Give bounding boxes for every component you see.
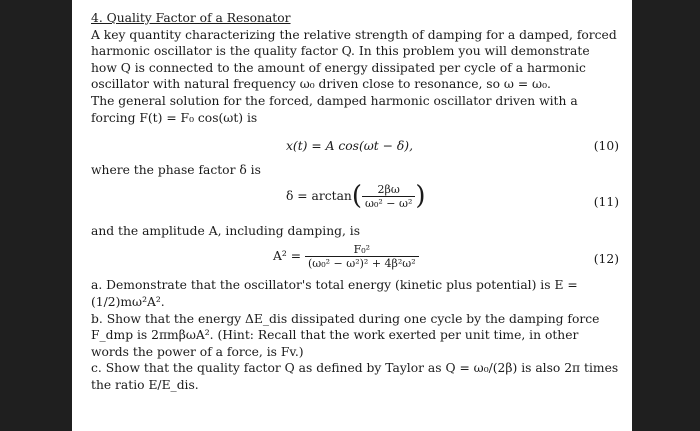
equation-12-fraction [305,243,419,270]
phase-paragraph: where the phase factor δ is [91,163,261,178]
equation-10-body: x(t) = A cos(ωt − δ), [286,139,413,154]
equation-11-denominator: ω₀² − ω² [364,196,413,210]
equation-11-fraction [362,183,415,210]
part-b: b. Show that the energy ΔE_dis dissipated during one cycle by the damping force F_dmp is 2πmβωA². (Hint: Recall that the work exerted per unit time, in other words the power of a force, is Fv.) [91,311,600,359]
part-c: c. Show that the quality factor Q as defined by Taylor as Q = ω₀/(2β) is also 2π times the ratio E/E_dis. [91,361,619,392]
equation-12 [91,243,619,277]
problem-content [91,10,619,394]
equation-12-denominator: (ω₀² − ω²)² + 4β²ω² [307,257,416,271]
document-page [72,0,632,431]
equation-11-lhs: δ = arctan [286,188,352,203]
equation-10-number: (10) [593,139,619,154]
equation-11-numerator: 2βω [362,183,415,197]
amplitude-paragraph: and the amplitude A, including damping, is [91,223,361,238]
equation-11-number: (11) [593,194,619,209]
intro-paragraph: A key quantity characterizing the relative strength of damping for a damped, forced harmonic oscillator is the quality factor Q. In this problem you will demonstrate how Q is connected to the amount of energy dissipated per cycle of a harmonic oscillator with natural frequency ω₀ driven close to resonance, so ω = ω₀. [91,27,617,92]
general-solution-paragraph: The general solution for the forced, damped harmonic oscillator driven with a forcing F(t) = F₀ cos(ωt) is [91,93,578,125]
problem-title: 4. Quality Factor of a Resonator [91,11,291,25]
part-a: a. Demonstrate that the oscillator's total energy (kinetic plus potential) is E = (1/2)mω²A². [91,278,578,309]
equation-12-number: (12) [593,252,619,267]
equation-11: δ = arctan( $\frac{2\beta\omega}{\text{ω₀² − ω²}}$ ) (11) [286,180,619,211]
equation-12-lhs: A² = [273,249,302,264]
equation-10 [91,132,619,162]
equation-12-numerator: F₀² [305,243,419,257]
